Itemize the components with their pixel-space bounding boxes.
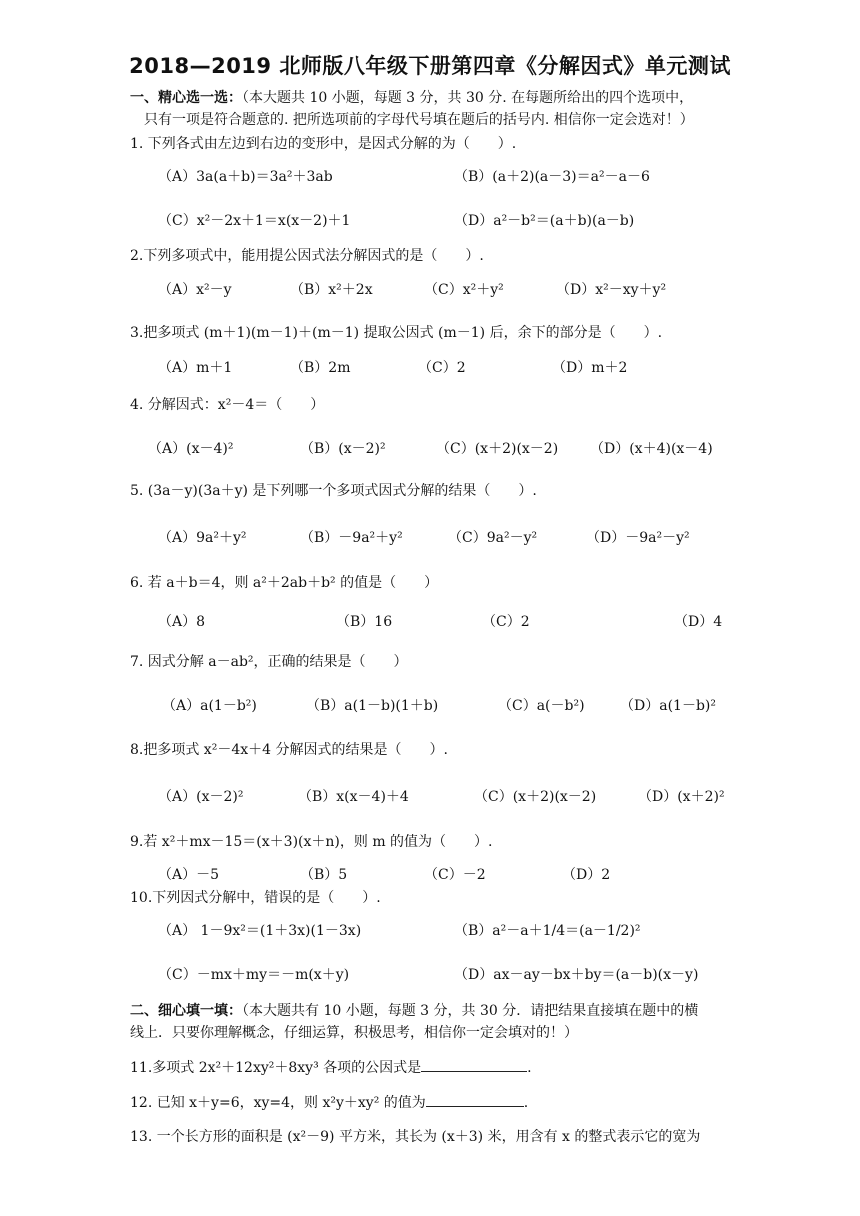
q11-end: .	[527, 1060, 532, 1076]
q8-option-d: （D）(x＋2)²	[638, 789, 725, 805]
q12-answer-blank[interactable]	[426, 1092, 524, 1107]
q8-option-c: （C）(x＋2)(x－2)	[474, 789, 597, 805]
q2-option-d: （D）x²－xy＋y²	[556, 282, 667, 298]
section1-intro	[130, 88, 693, 108]
q4-option-d: （D）(x＋4)(x－4)	[590, 441, 713, 457]
section1-heading: 一、精心选一选：	[130, 90, 242, 106]
q6-option-c: （C）2	[482, 614, 530, 630]
q12-text: 12. 已知 x＋y=6，xy=4，则 x²y＋xy² 的值为	[130, 1095, 426, 1111]
q11-text: 11.多项式 2x²＋12xy²＋8xy³ 各项的公因式是	[130, 1060, 422, 1076]
q1-option-a: （A）3a(a＋b)＝3a²＋3ab	[158, 169, 333, 185]
q2-option-a: （A）x²－y	[158, 282, 232, 298]
question-10-stem: 10.下列因式分解中，错误的是（ ）.	[130, 890, 381, 906]
q4-option-a: （A）(x－4)²	[148, 441, 234, 457]
question-9-stem: 9.若 x²＋mx－15＝(x＋3)(x＋n)，则 m 的值为（ ）.	[130, 834, 493, 850]
q1-option-b: （B）(a＋2)(a－3)＝a²－a－6	[454, 169, 650, 185]
q6-option-b: （B）16	[336, 614, 393, 630]
page-title: 2018—2019 北师版八年级下册第四章《分解因式》单元测试	[129, 54, 731, 78]
q6-option-d: （D）4	[674, 614, 723, 630]
q12-end: .	[523, 1095, 529, 1111]
q9-option-b: （B）5	[300, 867, 348, 883]
question-6-stem: 6. 若 a＋b＝4，则 a²＋2ab＋b² 的值是（ ）	[130, 575, 439, 591]
section1-desc2: 只有一项是符合题意的. 把所选项前的字母代号填在题后的括号内. 相信你一定会选对！）	[144, 112, 694, 128]
q9-option-d: （D）2	[562, 867, 611, 883]
q10-option-a: （A） 1－9x²＝(1＋3x)(1－3x)	[158, 923, 362, 939]
q5-option-c: （C）9a²－y²	[448, 530, 538, 546]
section2-intro	[130, 1001, 698, 1021]
q7-option-d: （D）a(1－b)²	[620, 698, 716, 714]
section2-desc2: 线上．只要你理解概念，仔细运算，积极思考，相信你一定会填对的！）	[130, 1025, 578, 1041]
section2-heading: 二、细心填一填：	[130, 1003, 242, 1019]
q3-option-a: （A）m＋1	[158, 360, 233, 376]
q4-option-c: （C）(x＋2)(x－2)	[436, 441, 559, 457]
q9-option-c: （C）－2	[424, 867, 486, 883]
section2-desc1: （本大题共有 10 小题，每题 3 分，共 30 分．请把结果直接填在题中的横	[242, 1003, 699, 1019]
q8-option-a: （A）(x－2)²	[158, 789, 244, 805]
question-12	[130, 1092, 528, 1113]
q7-option-a: （A）a(1－b²)	[162, 698, 257, 714]
q8-option-b: （B）x(x－4)＋4	[298, 789, 409, 805]
question-1-stem: 1. 下列各式由左边到右边的变形中，是因式分解的为（ ）.	[130, 136, 517, 152]
q7-option-b: （B）a(1－b)(1＋b)	[306, 698, 439, 714]
q6-option-a: （A）8	[158, 614, 206, 630]
question-5-stem: 5. (3a－y)(3a＋y) 是下列哪一个多项式因式分解的结果（ ）.	[130, 483, 537, 499]
q10-option-c: （C）－mx＋my＝－m(x＋y)	[158, 967, 350, 983]
q4-option-b: （B）(x－2)²	[300, 441, 386, 457]
question-11	[130, 1057, 532, 1078]
q13-text: 13. 一个长方形的面积是 (x²－9) 平方米，其长为 (x＋3) 米，用含有 x 的整式表示它的宽为	[130, 1129, 701, 1145]
question-4-stem: 4. 分解因式：x²－4＝（ ）	[130, 397, 325, 413]
question-13	[130, 1127, 700, 1147]
question-8-stem: 8.把多项式 x²－4x＋4 分解因式的结果是（ ）.	[130, 742, 448, 758]
q2-option-c: （C）x²＋y²	[424, 282, 504, 298]
q5-option-a: （A）9a²＋y²	[158, 530, 247, 546]
q11-answer-blank[interactable]	[421, 1057, 527, 1072]
q1-option-d: （D）a²－b²＝(a＋b)(a－b)	[454, 213, 635, 229]
q1-option-c: （C）x²－2x＋1＝x(x－2)＋1	[158, 213, 351, 229]
q10-option-d: （D）ax－ay－bx＋by＝(a－b)(x－y)	[454, 967, 699, 983]
question-7-stem: 7. 因式分解 a－ab²，正确的结果是（ ）	[130, 654, 408, 670]
q3-option-d: （D）m＋2	[552, 360, 628, 376]
question-3-stem: 3.把多项式 (m＋1)(m－1)＋(m－1) 提取公因式 (m－1) 后，余下的部分是（ ）.	[130, 325, 663, 341]
q3-option-c: （C）2	[418, 360, 466, 376]
q10-option-b: （B）a²－a＋1/4＝(a－1/2)²	[454, 923, 641, 939]
question-2-stem: 2.下列多项式中，能用提公因式法分解因式的是（ ）.	[130, 248, 484, 264]
q5-option-d: （D）－9a²－y²	[586, 530, 690, 546]
q5-option-b: （B）－9a²＋y²	[300, 530, 403, 546]
q3-option-b: （B）2m	[290, 360, 351, 376]
q2-option-b: （B）x²＋2x	[290, 282, 373, 298]
q7-option-c: （C）a(－b²)	[498, 698, 585, 714]
section1-desc1: （本大题共 10 小题，每题 3 分，共 30 分. 在每题所给出的四个选项中，	[242, 90, 694, 106]
q9-option-a: （A）－5	[158, 867, 220, 883]
